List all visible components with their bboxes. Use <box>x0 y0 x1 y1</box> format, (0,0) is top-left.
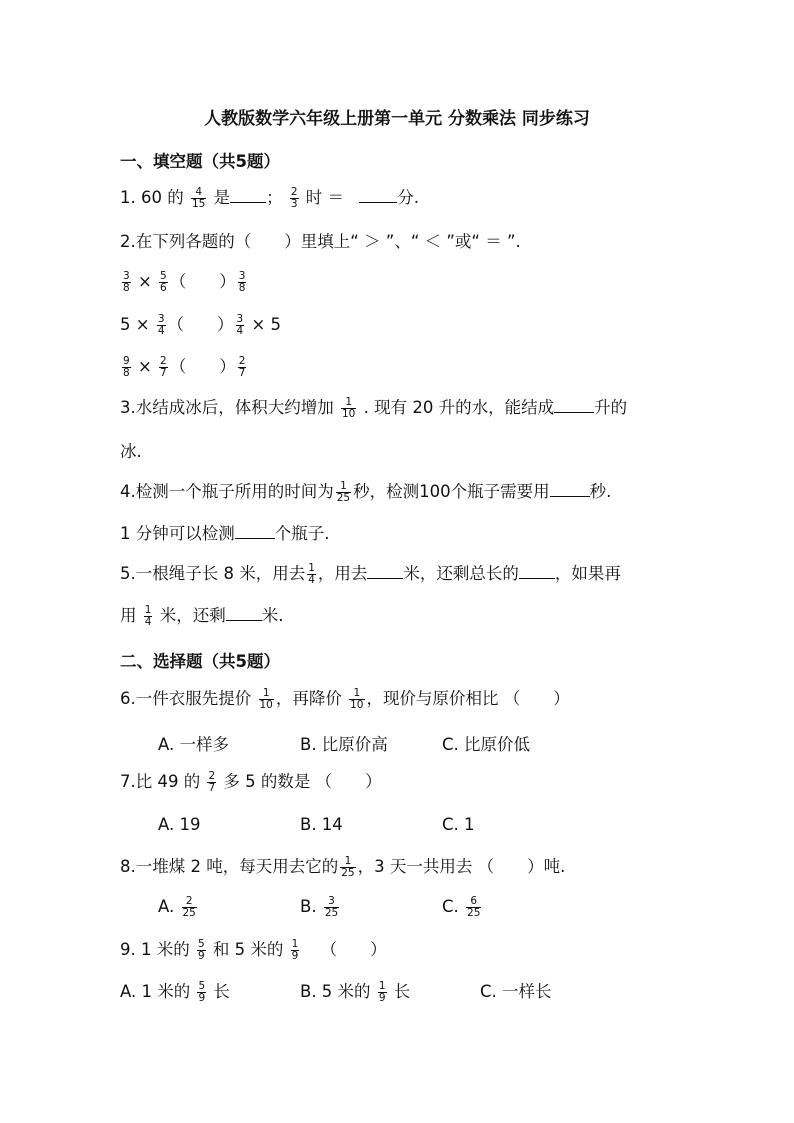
question-4: 4.检测一个瓶子所用的时间为 $\frac{1}{25}$ 秒，检测100个瓶子需要用 秒. <box>120 480 612 504</box>
question-6: 6.一件衣服先提价 $\frac{1}{10}$ ，再降价 $\frac{1}{10}$ ，现价与原价相比 （ ） <box>120 687 570 711</box>
question-1: 1. 60 的 $\frac{4}{15}$ 是 ； $\frac{2}{3}$ 时 ＝ 分. <box>120 186 420 210</box>
choice-a[interactable]: A. 19 <box>158 815 201 834</box>
answer-blank[interactable] <box>230 188 266 203</box>
answer-paren[interactable]: （ ） <box>169 357 236 376</box>
question-2-row-2: 5 × $\frac{3}{4}$ （ ） $\frac{3}{4}$ × 5 <box>120 313 282 337</box>
page-title: 人教版数学六年级上册第一单元 分数乘法 同步练习 <box>204 109 590 129</box>
question-3-cont: 冰. <box>120 442 142 461</box>
answer-paren[interactable]: （ ） <box>167 315 234 334</box>
question-4-cont: 1 分钟可以检测 个瓶子. <box>120 524 330 543</box>
choice-c[interactable]: C. 1 <box>442 815 475 834</box>
section-fill-in: 一、填空题（共5题） <box>120 152 280 171</box>
answer-blank[interactable] <box>226 606 262 621</box>
choice-a[interactable]: A. 1 米的 $\frac{5}{9}$ 长 <box>120 980 230 1004</box>
answer-blank[interactable] <box>359 188 397 203</box>
choice-c[interactable]: C. 一样长 <box>480 982 552 1001</box>
question-7: 7.比 49 的 $\frac{2}{7}$ 多 5 的数是 （ ） <box>120 770 382 794</box>
answer-blank[interactable] <box>519 564 555 579</box>
choice-c[interactable]: C. 比原价低 <box>442 735 531 754</box>
fraction: $\frac{2}{3}$ <box>290 186 298 210</box>
question-5: 5.一根绳子长 8 米，用去 $\frac{1}{4}$ ，用去 米，还剩总长的 ，如果再 <box>120 562 621 586</box>
answer-blank[interactable] <box>550 482 590 497</box>
answer-blank[interactable] <box>554 398 594 413</box>
question-2: 2.在下列各题的（ ）里填上“ ＞ ”、“ ＜ ”或“ ＝ ”. <box>120 232 521 251</box>
choice-b[interactable]: B. 比原价高 <box>300 735 388 754</box>
choice-c[interactable]: C. $\frac{6}{25}$ <box>442 895 481 919</box>
answer-blank[interactable] <box>367 564 403 579</box>
choice-b[interactable]: B. $\frac{3}{25}$ <box>300 895 339 919</box>
answer-blank[interactable] <box>235 524 275 539</box>
question-8: 8.一堆煤 2 吨，每天用去它的 $\frac{1}{25}$ ，3 天一共用去 （ ）吨. <box>120 855 566 879</box>
question-3: 3.水结成冰后，体积大约增加 $\frac{1}{10}$ . 现有 20 升的水，能结成 升的 <box>120 396 628 420</box>
choice-a[interactable]: A. 一样多 <box>158 735 229 754</box>
answer-paren[interactable]: （ ） <box>169 272 236 291</box>
section-multiple-choice: 二、选择题（共5题） <box>120 652 280 671</box>
question-9: 9. 1 米的 $\frac{5}{9}$ 和 5 米的 $\frac{1}{9}$ （ ） <box>120 938 387 962</box>
question-2-row-3: $\frac{9}{8}$ × $\frac{2}{7}$ （ ） $\frac{2}{7}$ <box>123 355 246 379</box>
question-2-row-1: $\frac{3}{8}$ × $\frac{5}{6}$ （ ） $\frac{3}{8}$ <box>123 270 246 294</box>
choice-b[interactable]: B. 14 <box>300 815 343 834</box>
question-5-cont: 用 $\frac{1}{4}$ 米，还剩 米. <box>120 604 284 628</box>
choice-a[interactable]: A. $\frac{2}{25}$ <box>158 895 196 919</box>
fraction: $\frac{4}{15}$ <box>191 186 206 210</box>
choice-b[interactable]: B. 5 米的 $\frac{1}{9}$ 长 <box>300 980 411 1004</box>
